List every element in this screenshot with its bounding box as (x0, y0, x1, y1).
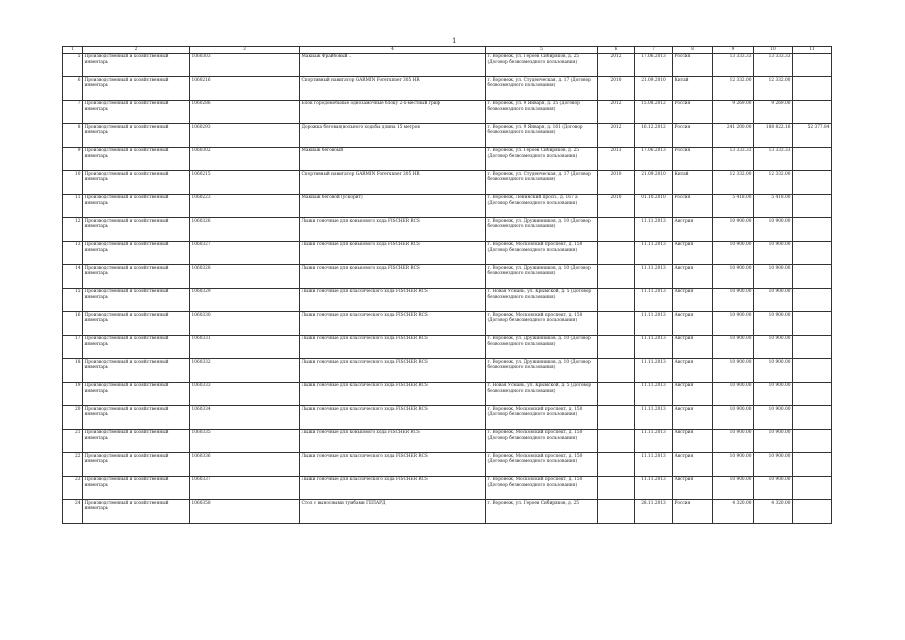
table-row (63, 241, 832, 265)
cell-n: 17 (63, 335, 83, 359)
cell-v10: 10 900.00 (754, 359, 793, 383)
cell-inv: 1060336 (190, 453, 300, 477)
cell-name: Лыжи гоночные для классического хода FISCHER RCS (300, 288, 486, 312)
table-row (63, 335, 832, 359)
cell-year: 2010 (598, 171, 635, 195)
page-number: 1 (452, 37, 457, 45)
table-row (63, 218, 832, 242)
cell-name: Макиаж беговой (ускорит) (300, 194, 486, 218)
table-header-row (63, 47, 832, 54)
cell-v11 (793, 453, 832, 477)
cell-year (598, 476, 635, 500)
cell-category: Производственный и хозяйственный инвентарь (83, 194, 190, 218)
cell-year: 2013 (598, 147, 635, 171)
cell-n: 21 (63, 429, 83, 453)
cell-inv: 1060326 (190, 218, 300, 242)
cell-category: Производственный и хозяйственный инвентарь (83, 265, 190, 289)
cell-n: 6 (63, 77, 83, 101)
cell-category: Производственный и хозяйственный инвентарь (83, 147, 190, 171)
cell-date: 15.08.2012 (635, 100, 673, 124)
cell-date: 11.11.2013 (635, 335, 673, 359)
cell-country: Австрия (673, 476, 713, 500)
cell-v11 (793, 359, 832, 383)
cell-date: 11.11.2013 (635, 265, 673, 289)
cell-country: Россия (673, 194, 713, 218)
cell-country: Россия (673, 147, 713, 171)
cell-inv: 1060334 (190, 406, 300, 430)
cell-inv: 1060303 (190, 53, 300, 77)
cell-n: 8 (63, 124, 83, 148)
cell-v9: 10 900.00 (713, 476, 754, 500)
table-row (63, 476, 832, 500)
cell-date: 17.06.2013 (635, 147, 673, 171)
cell-inv: 1060331 (190, 335, 300, 359)
cell-v9: 13 333.33 (713, 147, 754, 171)
cell-inv: 1060328 (190, 265, 300, 289)
cell-inv: 1060293 (190, 124, 300, 148)
cell-year (598, 265, 635, 289)
cell-date: 11.11.2013 (635, 312, 673, 336)
cell-year (598, 312, 635, 336)
column-header: 4 (300, 47, 486, 54)
cell-v10: 10 900.00 (754, 241, 793, 265)
cell-country: Австрия (673, 218, 713, 242)
cell-category: Производственный и хозяйственный инвентарь (83, 312, 190, 336)
cell-year (598, 241, 635, 265)
cell-inv: 1060330 (190, 312, 300, 336)
cell-n: 11 (63, 194, 83, 218)
cell-v9: 10 900.00 (713, 241, 754, 265)
cell-n: 10 (63, 171, 83, 195)
cell-v9: 13 333.33 (713, 53, 754, 77)
cell-n: 14 (63, 265, 83, 289)
cell-v11 (793, 429, 832, 453)
cell-category: Производственный и хозяйственный инвентарь (83, 218, 190, 242)
cell-v11 (793, 406, 832, 430)
cell-v10: 10 900.00 (754, 429, 793, 453)
cell-n: 15 (63, 288, 83, 312)
cell-date: 17.06.2013 (635, 53, 673, 77)
cell-date: 16.12.2012 (635, 124, 673, 148)
cell-v11 (793, 382, 832, 406)
column-header: 6 (598, 47, 635, 54)
table-row (63, 453, 832, 477)
cell-address: г. Воронеж, Ленинский просп., д. 167 а (Договор безвозмездного пользования) (486, 194, 598, 218)
cell-year (598, 406, 635, 430)
cell-v10: 10 900.00 (754, 382, 793, 406)
cell-country: Австрия (673, 241, 713, 265)
cell-address: г. Воронеж, ул. Героев Сибиряков, д. 25 (Договор безвозмездного пользования) (486, 147, 598, 171)
cell-v10: 10 900.00 (754, 453, 793, 477)
cell-year (598, 382, 635, 406)
cell-v11 (793, 500, 832, 524)
cell-inv: 1060335 (190, 429, 300, 453)
cell-name: Дорожка беговая(вольного ходьбы длина 15 метров (300, 124, 486, 148)
cell-v10: 10 900.00 (754, 476, 793, 500)
column-header: 11 (793, 47, 832, 54)
cell-v11 (793, 265, 832, 289)
cell-year (598, 288, 635, 312)
cell-category: Производственный и хозяйственный инвентарь (83, 171, 190, 195)
cell-country: Австрия (673, 335, 713, 359)
cell-v9: 5 418.00 (713, 194, 754, 218)
column-header: 10 (754, 47, 793, 54)
cell-inv: 1060302 (190, 147, 300, 171)
cell-name: Лыжи гоночные для конькового хода FISCHER RCS (300, 241, 486, 265)
cell-category: Производственный и хозяйственный инвентарь (83, 429, 190, 453)
cell-v9: 241 200.00 (713, 124, 754, 148)
cell-category: Производственный и хозяйственный инвентарь (83, 382, 190, 406)
cell-v11 (793, 312, 832, 336)
cell-v10: 13 333.33 (754, 53, 793, 77)
cell-category: Производственный и хозяйственный инвентарь (83, 53, 190, 77)
cell-v10: 12 332.00 (754, 77, 793, 101)
table-row (63, 288, 832, 312)
table-row (63, 77, 832, 101)
cell-date: 21.09.2010 (635, 171, 673, 195)
cell-v11 (793, 194, 832, 218)
cell-name: Лыжи гоночные для классического хода FISCHER RCS (300, 335, 486, 359)
cell-n: 9 (63, 147, 83, 171)
cell-address: г. Воронеж, ул. Дружинников, д. 10 (Договор безвозмездного пользования) (486, 218, 598, 242)
cell-date: 11.11.2013 (635, 288, 673, 312)
cell-category: Производственный и хозяйственный инвентарь (83, 77, 190, 101)
cell-address: г. Воронеж, ул. Студенческая, д. 17 (Договор безвозмездного пользования) (486, 77, 598, 101)
cell-v10: 188 822.16 (754, 124, 793, 148)
cell-n: 5 (63, 53, 83, 77)
cell-address: г. Воронеж, Московский проспект, д. 150 (Договор безвозмездного пользования) (486, 476, 598, 500)
column-header: 3 (190, 47, 300, 54)
cell-address: г. Новая Усмань, ул. Крымской, д. 5 (Договор безвозмездного пользования) (486, 288, 598, 312)
cell-n: 18 (63, 359, 83, 383)
cell-n: 13 (63, 241, 83, 265)
cell-country: Австрия (673, 406, 713, 430)
cell-country: Россия (673, 124, 713, 148)
cell-country: Австрия (673, 429, 713, 453)
cell-v11 (793, 171, 832, 195)
cell-v11: 52 377.84 (793, 124, 832, 148)
cell-date: 28.11.2013 (635, 500, 673, 524)
cell-v9: 10 900.00 (713, 429, 754, 453)
cell-v10: 10 900.00 (754, 288, 793, 312)
cell-country: Китай (673, 77, 713, 101)
cell-v9: 10 900.00 (713, 288, 754, 312)
cell-address: г. Воронеж, Московский проспект, д. 150 (Договор безвозмездного пользования) (486, 406, 598, 430)
cell-year: 2012 (598, 53, 635, 77)
table-row (63, 265, 832, 289)
column-header: 8 (673, 47, 713, 54)
cell-address: г. Воронеж, ул. Героев Сибиряков, д. 25 (486, 500, 598, 524)
cell-v10: 10 900.00 (754, 406, 793, 430)
cell-inv: 1060333 (190, 382, 300, 406)
table-row (63, 171, 832, 195)
cell-inv: 1060329 (190, 288, 300, 312)
cell-n: 20 (63, 406, 83, 430)
table-row (63, 429, 832, 453)
cell-name: Лыжи гоночные для классического хода FISCHER RCS (300, 312, 486, 336)
cell-date: 11.11.2013 (635, 218, 673, 242)
cell-inv: 1060358 (190, 500, 300, 524)
cell-year (598, 500, 635, 524)
cell-year (598, 453, 635, 477)
cell-v11 (793, 147, 832, 171)
cell-country: Австрия (673, 312, 713, 336)
cell-date: 01.10.2010 (635, 194, 673, 218)
cell-country: Австрия (673, 453, 713, 477)
cell-address: г. Воронеж, ул. Дружинников, д. 10 (Договор безвозмездного пользования) (486, 265, 598, 289)
cell-v9: 10 900.00 (713, 406, 754, 430)
cell-name: Лыжи гоночные для классического хода FISCHER RCS (300, 453, 486, 477)
cell-name: Лыжи гоночные для классического хода FISCHER RCS (300, 406, 486, 430)
cell-year: 2012 (598, 124, 635, 148)
cell-v9: 4 320.00 (713, 500, 754, 524)
cell-v9: 12 332.00 (713, 77, 754, 101)
table-row (63, 194, 832, 218)
cell-date: 11.11.2013 (635, 429, 673, 453)
cell-category: Производственный и хозяйственный инвентарь (83, 288, 190, 312)
column-header: 7 (635, 47, 673, 54)
cell-v9: 10 900.00 (713, 218, 754, 242)
cell-address: г. Воронеж, ул. Дружинников, д. 10 (Договор безвозмездного пользования) (486, 359, 598, 383)
cell-name: Макиаж Фрайбовый .. (300, 53, 486, 77)
cell-v10: 5 418.00 (754, 194, 793, 218)
cell-v10: 4 320.00 (754, 500, 793, 524)
cell-inv: 1060327 (190, 241, 300, 265)
cell-v10: 10 900.00 (754, 335, 793, 359)
cell-year: 2010 (598, 77, 635, 101)
cell-year (598, 335, 635, 359)
cell-v10: 10 900.00 (754, 312, 793, 336)
cell-date: 21.09.2010 (635, 77, 673, 101)
cell-inv: 1060216 (190, 77, 300, 101)
inventory-table (62, 46, 832, 524)
cell-v9: 10 900.00 (713, 312, 754, 336)
cell-year (598, 218, 635, 242)
cell-country: Россия (673, 100, 713, 124)
cell-date: 11.11.2013 (635, 382, 673, 406)
cell-category: Производственный и хозяйственный инвентарь (83, 241, 190, 265)
cell-date: 11.11.2013 (635, 453, 673, 477)
table-row (63, 382, 832, 406)
cell-v9: 10 900.00 (713, 453, 754, 477)
cell-v9: 10 900.00 (713, 265, 754, 289)
cell-address: г. Воронеж, Московский проспект, д. 150 (Договор безвозмездного пользования) (486, 241, 598, 265)
cell-date: 11.11.2013 (635, 476, 673, 500)
cell-inv: 1060332 (190, 359, 300, 383)
cell-country: Австрия (673, 382, 713, 406)
table-row (63, 312, 832, 336)
cell-date: 11.11.2013 (635, 241, 673, 265)
cell-year: 2012 (598, 100, 635, 124)
cell-category: Производственный и хозяйственный инвентарь (83, 124, 190, 148)
cell-address: г. Воронеж, ул. Дружинников, д. 10 (Договор безвозмездного пользования) (486, 335, 598, 359)
column-header: 9 (713, 47, 754, 54)
cell-year (598, 429, 635, 453)
table-row (63, 100, 832, 124)
cell-country: Австрия (673, 359, 713, 383)
cell-v10: 10 900.00 (754, 218, 793, 242)
cell-v9: 9 269.00 (713, 100, 754, 124)
cell-year: 2010 (598, 194, 635, 218)
cell-v10: 13 333.33 (754, 147, 793, 171)
table-row (63, 53, 832, 77)
cell-n: 7 (63, 100, 83, 124)
cell-v11 (793, 218, 832, 242)
cell-address: г. Воронеж, Московский проспект, д. 150 (Договор безвозмездного пользования) (486, 312, 598, 336)
cell-country: Китай (673, 171, 713, 195)
cell-n: 16 (63, 312, 83, 336)
cell-v11 (793, 288, 832, 312)
cell-category: Производственный и хозяйственный инвентарь (83, 406, 190, 430)
cell-v9: 10 900.00 (713, 382, 754, 406)
cell-date: 11.11.2013 (635, 406, 673, 430)
cell-country: Россия (673, 500, 713, 524)
cell-category: Производственный и хозяйственный инвентарь (83, 100, 190, 124)
cell-v11 (793, 100, 832, 124)
cell-n: 19 (63, 382, 83, 406)
cell-name: Лыжи гоночные для конькового хода FISCHER RCS (300, 429, 486, 453)
cell-name: Лыжи гоночные для классического хода FISCHER RCS (300, 359, 486, 383)
cell-address: г. Воронеж, Московский проспект, д. 150 (Договор безвозмездного пользования) (486, 429, 598, 453)
cell-v9: 12 332.00 (713, 171, 754, 195)
cell-v11 (793, 77, 832, 101)
cell-country: Австрия (673, 265, 713, 289)
cell-year (598, 359, 635, 383)
table-row (63, 124, 832, 148)
cell-address: г. Воронеж, ул. 9 Января, д. 161 (Договор безвозмездного пользования) (486, 124, 598, 148)
cell-inv: 1060337 (190, 476, 300, 500)
cell-v9: 10 900.00 (713, 359, 754, 383)
cell-name: Блок городомобьные однозамочные блоку 2-х-местный гриф (300, 100, 486, 124)
cell-v9: 10 900.00 (713, 335, 754, 359)
table-row (63, 500, 832, 524)
cell-n: 12 (63, 218, 83, 242)
cell-country: Австрия (673, 288, 713, 312)
cell-category: Производственный и хозяйственный инвентарь (83, 359, 190, 383)
cell-v10: 9 269.00 (754, 100, 793, 124)
table-row (63, 147, 832, 171)
cell-inv: 1060223 (190, 194, 300, 218)
column-header: 1 (63, 47, 83, 54)
cell-v10: 12 332.00 (754, 171, 793, 195)
table-row (63, 406, 832, 430)
cell-name: Лыжи гоночные для классического хода FISCHER RCS (300, 476, 486, 500)
cell-address: г. Воронеж, Московский проспект, д. 150 (Договор безвозмездного пользования) (486, 453, 598, 477)
cell-country: Россия (673, 53, 713, 77)
cell-n: 23 (63, 476, 83, 500)
cell-name: Спортивный навигатор GARMIN Forerunner 305 HR (300, 171, 486, 195)
cell-inv: 1060286 (190, 100, 300, 124)
table-row (63, 359, 832, 383)
cell-n: 24 (63, 500, 83, 524)
cell-name: Макиаж беговоый (300, 147, 486, 171)
cell-address: г. Воронеж, ул. Героев Сибиряков, д. 25 (Договор безвозмездного пользования) (486, 53, 598, 77)
cell-inv: 1060215 (190, 171, 300, 195)
cell-address: г. Новая Усмань, ул. Крымской, д. 5 (Договор безвозмездного пользования) (486, 382, 598, 406)
cell-v11 (793, 241, 832, 265)
cell-category: Производственный и хозяйственный инвентарь (83, 500, 190, 524)
cell-v10: 10 900.00 (754, 265, 793, 289)
cell-n: 22 (63, 453, 83, 477)
cell-v11 (793, 53, 832, 77)
cell-name: Лыжи гоночные для конькового хода FISCHER RCS (300, 265, 486, 289)
cell-v11 (793, 476, 832, 500)
cell-category: Производственный и хозяйственный инвентарь (83, 335, 190, 359)
cell-name: Лыжи гоночные для классического хода FISCHER RCS (300, 382, 486, 406)
column-header: 2 (83, 47, 190, 54)
cell-category: Производственный и хозяйственный инвентарь (83, 476, 190, 500)
cell-address: г. Воронеж, ул. Студенческая, д. 17 (Договор безвозмездного пользования) (486, 171, 598, 195)
cell-category: Производственный и хозяйственный инвентарь (83, 453, 190, 477)
cell-address: г. Воронеж, ул. 9 Января, д. 35 (Договор безвозмездного пользования) (486, 100, 598, 124)
cell-date: 11.11.2013 (635, 359, 673, 383)
column-header: 5 (486, 47, 598, 54)
cell-v11 (793, 335, 832, 359)
cell-name: Лыжи гоночные для конькового хода FISCHER RCS (300, 218, 486, 242)
cell-name: Стол с выносными тумбами ГЕПАРД (300, 500, 486, 524)
cell-name: Спортивный навигатор GARMIN Forerunner 305 HR (300, 77, 486, 101)
